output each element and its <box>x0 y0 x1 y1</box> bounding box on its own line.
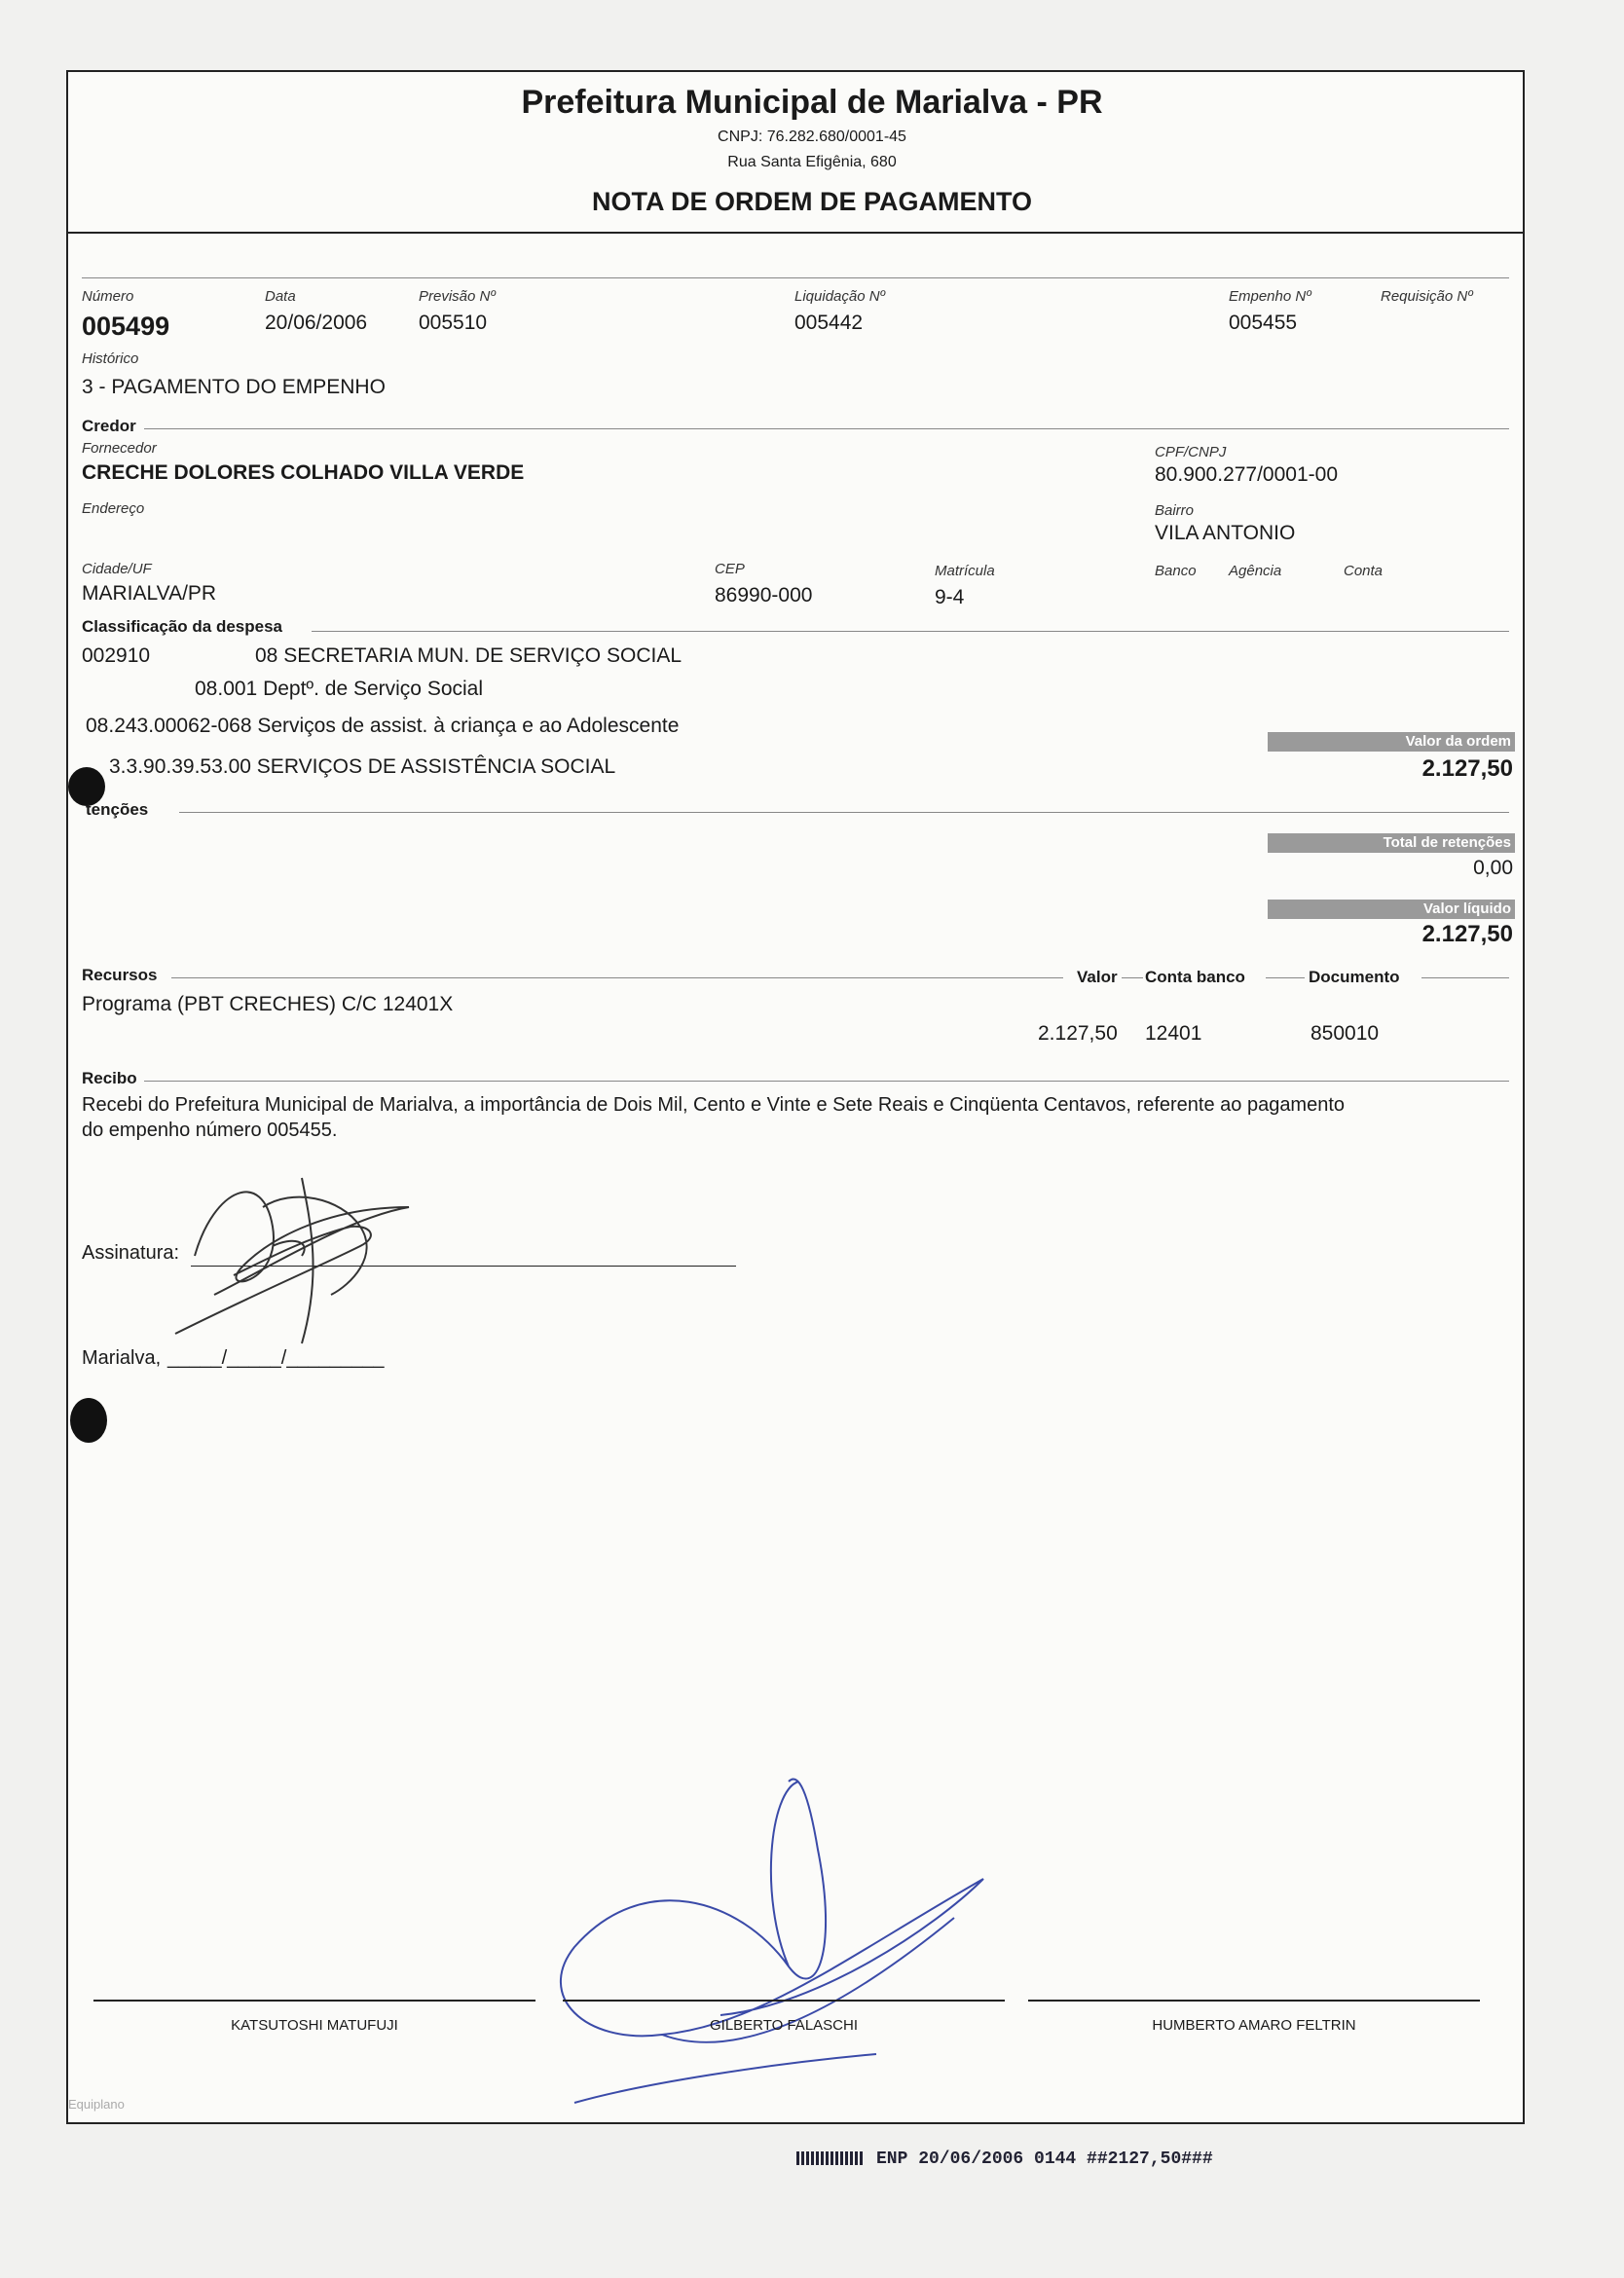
classificacao-line1: 08 SECRETARIA MUN. DE SERVIÇO SOCIAL <box>255 644 683 667</box>
recursos-rule-2 <box>1122 977 1143 978</box>
classificacao-line2: 08.001 Deptº. de Serviço Social <box>195 678 484 700</box>
recursos-rule-3 <box>1266 977 1305 978</box>
historico-label: Histórico <box>82 350 139 367</box>
classificacao-line3: 08.243.00062-068 Serviços de assist. à criança e ao Adolescente <box>86 715 680 737</box>
endereco-label: Endereço <box>82 500 145 517</box>
doc-title: NOTA DE ORDEM DE PAGAMENTO <box>591 187 1032 216</box>
bairro-value: VILA ANTONIO <box>1155 522 1296 544</box>
historico-value: 3 - PAGAMENTO DO EMPENHO <box>82 376 386 398</box>
numero-label: Número <box>82 288 134 305</box>
recursos-conta-label: Conta banco <box>1145 968 1245 986</box>
punch-hole-2 <box>70 1398 107 1443</box>
previsao-value: 005510 <box>419 312 488 334</box>
recibo-line1: Recebi do Prefeitura Municipal de Marialva, a importância de Dois Mil, Cento e Vinte e Sete Reais e Cinqüenta Centavos, referente ao pagamento <box>82 1094 1346 1116</box>
protocol-stamp <box>796 2149 1213 2169</box>
valor-liquido-value: 2.127,50 <box>1421 921 1513 947</box>
numero-value: 005499 <box>82 312 170 341</box>
total-retencoes-label: Total de retenções <box>1268 833 1515 853</box>
ids-top-rule <box>82 277 1509 278</box>
recursos-rule <box>171 977 1063 978</box>
retencoes-section: tenções <box>86 800 149 819</box>
date-blank: _____/_____/_________ <box>167 1347 385 1369</box>
header-divider <box>66 232 1523 234</box>
credor-section: Credor <box>82 417 136 435</box>
protocol-stamp-text: ENP 20/06/2006 0144 ##2127,50### <box>876 2149 1213 2169</box>
signatory-2: GILBERTO FALASCHI <box>710 2017 858 2034</box>
liquidacao-label: Liquidação Nº <box>794 288 886 305</box>
assinatura-label: Assinatura: <box>82 1242 180 1264</box>
signature-line-1 <box>93 2000 535 2002</box>
fornecedor-value: CRECHE DOLORES COLHADO VILLA VERDE <box>82 461 525 484</box>
classificacao-section: Classificação da despesa <box>82 617 283 636</box>
credor-rule <box>144 428 1509 429</box>
cep-label: CEP <box>715 561 745 577</box>
header-cnpj: CNPJ: 76.282.680/0001-45 <box>718 129 906 145</box>
retencoes-rule <box>179 812 1509 813</box>
recursos-documento: 850010 <box>1310 1022 1380 1045</box>
recipient-signature <box>156 1149 487 1363</box>
signatory-1: KATSUTOSHI MATUFUJI <box>231 2017 398 2034</box>
matricula-value: 9-4 <box>935 586 965 608</box>
cidade-label: Cidade/UF <box>82 561 152 577</box>
recursos-valor: 2.127,50 <box>1038 1022 1118 1045</box>
data-label: Data <box>265 288 296 305</box>
liquidacao-value: 005442 <box>794 312 864 334</box>
valor-ordem-value: 2.127,50 <box>1421 755 1513 782</box>
fornecedor-label: Fornecedor <box>82 440 157 457</box>
empenho-label: Empenho Nº <box>1229 288 1311 305</box>
mayor-signature <box>526 1752 993 2132</box>
recursos-section: Recursos <box>82 966 158 984</box>
cep-value: 86990-000 <box>715 584 813 606</box>
header-title: Prefeitura Municipal de Marialva - PR <box>521 84 1103 121</box>
cidade-value: MARIALVA/PR <box>82 582 217 605</box>
recibo-section: Recibo <box>82 1069 137 1087</box>
recursos-conta: 12401 <box>1145 1022 1202 1045</box>
classificacao-line4: 3.3.90.39.53.00 SERVIÇOS DE ASSISTÊNCIA SOCIAL <box>109 755 616 778</box>
bairro-label: Bairro <box>1155 502 1195 519</box>
classificacao-rule <box>312 631 1509 632</box>
header-address: Rua Santa Efigênia, 680 <box>727 154 897 170</box>
banco-label: Banco <box>1155 563 1197 579</box>
requisicao-label: Requisição Nº <box>1381 288 1473 305</box>
recibo-rule <box>144 1081 1509 1082</box>
recursos-rule-4 <box>1421 977 1509 978</box>
recursos-programa: Programa (PBT CRECHES) C/C 12401X <box>82 993 454 1015</box>
recibo-line2: do empenho número 005455. <box>82 1120 338 1141</box>
local-label: Marialva, <box>82 1347 162 1369</box>
previsao-label: Previsão Nº <box>419 288 496 305</box>
data-value: 20/06/2006 <box>265 312 368 334</box>
signatory-3: HUMBERTO AMARO FELTRIN <box>1152 2017 1356 2034</box>
valor-liquido-label: Valor líquido <box>1268 900 1515 919</box>
recursos-valor-label: Valor <box>1077 968 1118 986</box>
empenho-value: 005455 <box>1229 312 1298 334</box>
signature-line-3 <box>1028 2000 1480 2002</box>
cpf-label: CPF/CNPJ <box>1155 444 1227 460</box>
conta-label: Conta <box>1344 563 1384 579</box>
agencia-label: Agência <box>1229 563 1282 579</box>
signature-line-2 <box>563 2000 1005 2002</box>
total-retencoes-value: 0,00 <box>1473 857 1513 879</box>
barcode-icon <box>796 2151 865 2165</box>
watermark: Equiplano <box>68 2097 125 2112</box>
recursos-doc-label: Documento <box>1309 968 1400 986</box>
matricula-label: Matrícula <box>935 563 995 579</box>
valor-ordem-label: Valor da ordem <box>1268 732 1515 752</box>
classificacao-code: 002910 <box>82 644 151 667</box>
cpf-value: 80.900.277/0001-00 <box>1155 463 1339 486</box>
